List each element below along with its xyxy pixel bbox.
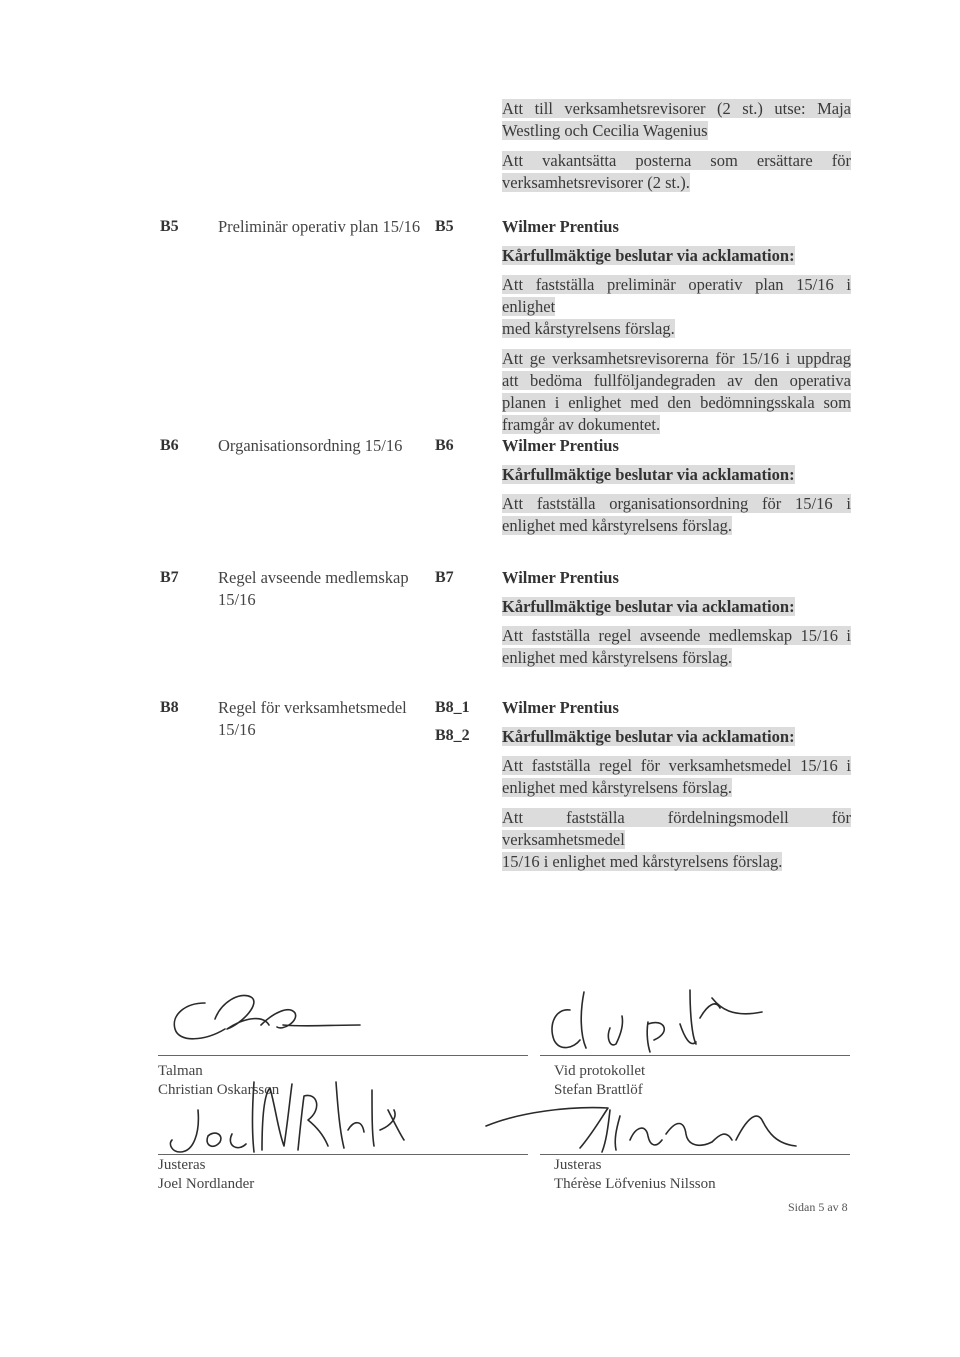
- item-title: [218, 216, 428, 238]
- decision-text: Westling och Cecilia Wagenius: [502, 121, 708, 140]
- item-title-line: Regel avseende medlemskap: [218, 568, 409, 587]
- signature-chair: [165, 985, 365, 1055]
- item-title: [218, 697, 428, 741]
- item-code: B8: [160, 699, 179, 716]
- presenter: Wilmer Prentius: [502, 436, 619, 455]
- item-body: [502, 567, 851, 669]
- signature-line: [540, 1154, 850, 1155]
- signature-line: [540, 1055, 850, 1056]
- decision-line: enlighet med kårstyrelsens förslag.: [502, 778, 733, 797]
- decision-line: Att fastställa regel avseende medlemskap 15/16 i: [502, 626, 851, 645]
- signatory-role: Talman: [158, 1063, 203, 1079]
- item-title-line: Regel för verksamhetsmedel: [218, 698, 407, 717]
- item-reference: B6: [435, 437, 454, 454]
- signatory-name: Stefan Brattlöf: [554, 1082, 643, 1098]
- decision-line: 15/16 i enlighet med kårstyrelsens förslag.: [502, 852, 783, 871]
- decision-line: Att fastställa preliminär operativ plan 15/16 i enlighet: [502, 275, 851, 316]
- item-code: B5: [160, 218, 179, 235]
- decision-line: [502, 98, 851, 120]
- decision-line: Att ge verksamhetsrevisorerna för 15/16 i uppdrag: [502, 349, 851, 368]
- decision-heading: Kårfullmäktige beslutar via acklamation:: [502, 727, 795, 746]
- item-reference: B8_1: [435, 699, 470, 716]
- decision-line: Att fastställa regel för verksamhetsmedel 15/16 i: [502, 756, 851, 775]
- decision-text: verksamhetsrevisorer (2 st.).: [502, 173, 690, 192]
- decision-text: Att vakantsätta posterna som ersättare för: [502, 151, 851, 170]
- decision-text: Att till verksamhetsrevisorer (2 st.) utse: Maja: [502, 99, 851, 118]
- signatory-role: Justeras: [554, 1157, 602, 1173]
- presenter: Wilmer Prentius: [502, 217, 619, 236]
- decision-line: Att fastställa fördelningsmodell för verksamhetsmedel: [502, 808, 851, 849]
- signatory-name: Christian Oskarsson: [158, 1082, 280, 1098]
- item-reference: B5: [435, 218, 454, 235]
- item-reference: B7: [435, 569, 454, 586]
- item-title: [218, 567, 428, 611]
- decision-line: planen i enlighet med den bedömningsskala som: [502, 393, 851, 412]
- decision-line: med kårstyrelsens förslag.: [502, 319, 675, 338]
- decision-line: [502, 172, 851, 194]
- item-reference-list: [435, 699, 470, 745]
- signatory-block: [158, 1156, 254, 1194]
- signatory-role: Vid protokollet: [554, 1063, 646, 1079]
- item-code: B7: [160, 569, 179, 586]
- page-number: Sidan 5 av 8: [788, 1200, 848, 1214]
- signature-line: [158, 1055, 528, 1056]
- decision-line: Att fastställa organisationsordning för 15/16 i: [502, 494, 851, 513]
- item-body: [502, 216, 851, 436]
- presenter: Wilmer Prentius: [502, 698, 619, 717]
- signatory-block: [554, 1156, 716, 1194]
- decision-line: enlighet med kårstyrelsens förslag.: [502, 648, 733, 667]
- item-code: B6: [160, 437, 179, 454]
- decision-line: framgår av dokumentet.: [502, 415, 661, 434]
- continuation-block: [502, 98, 851, 194]
- item-title: [218, 435, 428, 457]
- signatory-block: [554, 1062, 645, 1100]
- item-body: [502, 435, 851, 537]
- decision-heading: Kårfullmäktige beslutar via acklamation:: [502, 465, 795, 484]
- item-title-line: 15/16: [218, 590, 256, 609]
- decision-line: enlighet med kårstyrelsens förslag.: [502, 516, 733, 535]
- decision-line: att bedöma fullföljandegraden av den operativa: [502, 371, 851, 390]
- signatory-role: Justeras: [158, 1157, 206, 1173]
- item-title-line: 15/16: [218, 720, 256, 739]
- signature-line: [158, 1154, 528, 1155]
- item-title-line: Organisationsordning 15/16: [218, 436, 403, 455]
- presenter: Wilmer Prentius: [502, 568, 619, 587]
- signatory-name: Joel Nordlander: [158, 1176, 255, 1192]
- signature-adjuster-1: [168, 1070, 408, 1165]
- item-reference: B8_2: [435, 727, 470, 744]
- decision-heading: Kårfullmäktige beslutar via acklamation:: [502, 246, 795, 265]
- signature-adjuster-2: [480, 1100, 810, 1160]
- decision-heading: Kårfullmäktige beslutar via acklamation:: [502, 597, 795, 616]
- signature-secretary: [540, 978, 770, 1058]
- item-body: [502, 697, 851, 873]
- item-title-line: Preliminär operativ plan 15/16: [218, 217, 421, 236]
- signatory-name: Thérèse Löfvenius Nilsson: [554, 1176, 716, 1192]
- decision-line: [502, 150, 851, 172]
- decision-line: [502, 120, 851, 142]
